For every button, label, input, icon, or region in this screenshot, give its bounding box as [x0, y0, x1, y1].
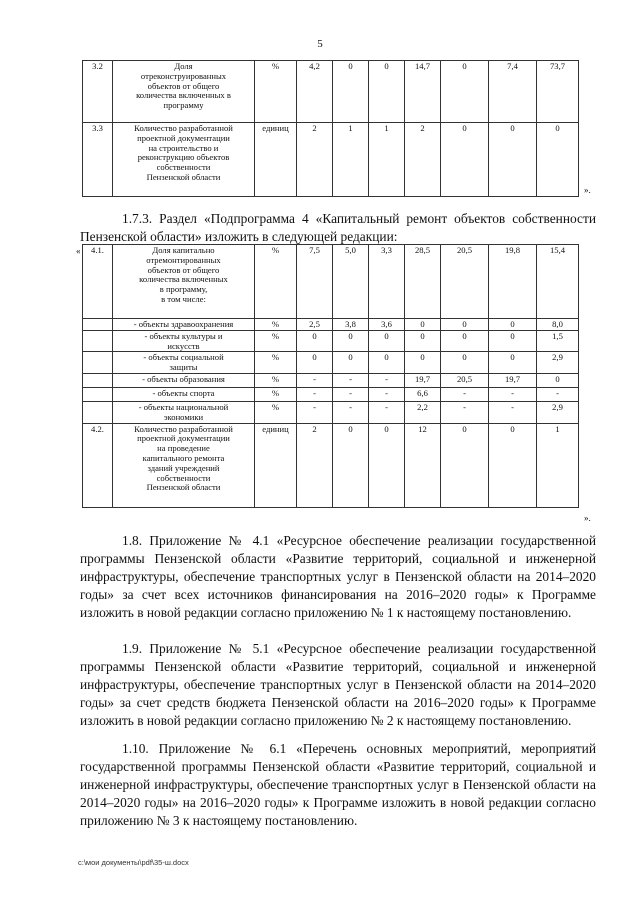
indicators-table-section3	[82, 60, 579, 197]
indicator-name: - объекты социальной защиты	[113, 352, 255, 374]
table-row	[83, 401, 579, 423]
year-value: 0	[489, 319, 537, 331]
indicator-name: - объекты культуры и искусств	[113, 330, 255, 352]
row-number	[83, 330, 113, 352]
unit: %	[255, 352, 297, 374]
year-value: 20,5	[441, 373, 489, 387]
table1-closing-quote: ».	[584, 185, 591, 195]
unit: %	[255, 245, 297, 319]
year-value: -	[297, 373, 333, 387]
year-value: 15,4	[537, 245, 579, 319]
unit: %	[255, 319, 297, 331]
year-value: -	[297, 387, 333, 401]
year-value: 20,5	[441, 245, 489, 319]
year-value: -	[489, 387, 537, 401]
row-number	[83, 352, 113, 374]
file-path-footer: c:\мои документы\pdf\35-ш.docx	[78, 858, 189, 867]
year-value: 0	[489, 352, 537, 374]
year-value: 2,9	[537, 352, 579, 374]
year-value: 3,6	[369, 319, 405, 331]
indicator-name: Доля отреконструированных объектов от общего количества включенных в программу	[113, 61, 255, 123]
row-number	[83, 373, 113, 387]
indicators-table-subprogram4	[82, 244, 579, 508]
year-value: 0	[441, 330, 489, 352]
unit: %	[255, 373, 297, 387]
year-value: 0	[333, 423, 369, 507]
year-value: -	[489, 401, 537, 423]
table-row	[83, 245, 579, 319]
year-value: 12	[405, 423, 441, 507]
table-row	[83, 373, 579, 387]
indicator-name: Доля капитально отремонтированных объектов от общего количества включенных в программу, в том числе:	[113, 245, 255, 319]
paragraph-1-10: 1.10. Приложение № 6.1 «Перечень основных мероприятий, мероприятий государственной программы Пензенской области «Развитие территорий, социальной и инженерной инфраструктуры, обеспечение транспортных услуг в Пензенской области на 2014–2020 годы» на 2016–2020 годы» к Программе изложить в новой редакции согласно приложению № 3 к настоящему постановлению.	[80, 741, 596, 828]
year-value: 0	[369, 61, 405, 123]
year-value: 2,2	[405, 401, 441, 423]
year-value: 0	[537, 373, 579, 387]
table2-opening-quote: «	[76, 246, 81, 256]
year-value: 0	[369, 330, 405, 352]
row-number	[83, 387, 113, 401]
year-value: 0	[369, 423, 405, 507]
year-value: 0	[489, 423, 537, 507]
year-value: 2	[297, 423, 333, 507]
page-number: 5	[317, 38, 323, 50]
year-value: 0	[369, 352, 405, 374]
indicator-name: Количество разработанной проектной документации на проведение капитального ремонта зданий учреждений собственности Пензенской области	[113, 423, 255, 507]
row-number: 3.2	[83, 61, 113, 123]
year-value: -	[297, 401, 333, 423]
year-value: 0	[333, 330, 369, 352]
year-value: 5,0	[333, 245, 369, 319]
year-value: 3,8	[333, 319, 369, 331]
year-value: 0	[441, 319, 489, 331]
unit: %	[255, 387, 297, 401]
year-value: 0	[441, 61, 489, 123]
table-row	[83, 387, 579, 401]
year-value: 0	[489, 330, 537, 352]
year-value: 0	[537, 123, 579, 197]
year-value: 19,7	[489, 373, 537, 387]
year-value: 0	[297, 330, 333, 352]
year-value: 8,0	[537, 319, 579, 331]
unit: единиц	[255, 123, 297, 197]
row-number	[83, 319, 113, 331]
paragraph-1-8: 1.8. Приложение № 4.1 «Ресурсное обеспечение реализации государственной программы Пензенской области «Развитие территорий, социальной и инженерной инфраструктуры, обеспечение транспортных услуг в Пензенской области на 2014–2020 годы» за счет всех источников финансирования на 2016–2020 годы» к Программе изложить в новой редакции согласно приложению № 1 к настоящему постановлению.	[80, 533, 596, 620]
table-row	[83, 352, 579, 374]
indicator-name: - объекты спорта	[113, 387, 255, 401]
year-value: 0	[333, 352, 369, 374]
table-row	[83, 61, 579, 123]
year-value: 2,9	[537, 401, 579, 423]
table-row	[83, 423, 579, 507]
year-value: -	[333, 373, 369, 387]
indicator-name: - объекты здравоохранения	[113, 319, 255, 331]
year-value: 3,3	[369, 245, 405, 319]
year-value: 6,6	[405, 387, 441, 401]
year-value: 19,7	[405, 373, 441, 387]
row-number: 3.3	[83, 123, 113, 197]
year-value: 1,5	[537, 330, 579, 352]
year-value: 14,7	[405, 61, 441, 123]
year-value: 7,5	[297, 245, 333, 319]
unit: %	[255, 401, 297, 423]
year-value: 0	[405, 352, 441, 374]
unit: %	[255, 61, 297, 123]
year-value: 0	[489, 123, 537, 197]
year-value: 0	[297, 352, 333, 374]
unit: единиц	[255, 423, 297, 507]
year-value: 73,7	[537, 61, 579, 123]
unit: %	[255, 330, 297, 352]
row-number: 4.2.	[83, 423, 113, 507]
year-value: 1	[537, 423, 579, 507]
row-number	[83, 401, 113, 423]
year-value: 1	[333, 123, 369, 197]
year-value: 0	[441, 352, 489, 374]
indicator-name: - объекты национальной экономики	[113, 401, 255, 423]
year-value: 0	[333, 61, 369, 123]
year-value: 1	[369, 123, 405, 197]
year-value: -	[369, 401, 405, 423]
year-value: 0	[441, 423, 489, 507]
indicator-name: - объекты образования	[113, 373, 255, 387]
table-row	[83, 123, 579, 197]
year-value: -	[441, 401, 489, 423]
year-value: -	[333, 401, 369, 423]
table2-closing-quote: ».	[584, 513, 591, 523]
section-heading: 1.7.3. Раздел «Подпрограмма 4 «Капитальный ремонт объектов собственности Пензенской области» изложить в следующей редакции:	[80, 211, 596, 244]
year-value: 19,8	[489, 245, 537, 319]
year-value: 2	[297, 123, 333, 197]
year-value: 28,5	[405, 245, 441, 319]
year-value: -	[333, 387, 369, 401]
year-value: -	[369, 387, 405, 401]
year-value: 2	[405, 123, 441, 197]
year-value: 2,5	[297, 319, 333, 331]
indicator-name: Количество разработанной проектной документации на строительство и реконструкцию объектов собственности Пензенской области	[113, 123, 255, 197]
year-value: 0	[441, 123, 489, 197]
table-row	[83, 330, 579, 352]
table-row	[83, 319, 579, 331]
year-value: 4,2	[297, 61, 333, 123]
year-value: 7,4	[489, 61, 537, 123]
row-number: 4.1.	[83, 245, 113, 319]
year-value: -	[369, 373, 405, 387]
year-value: 0	[405, 330, 441, 352]
year-value: -	[441, 387, 489, 401]
year-value: -	[537, 387, 579, 401]
paragraph-1-9: 1.9. Приложение № 5.1 «Ресурсное обеспечение реализации государственной программы Пензенской области «Развитие территорий, социальной и инженерной инфраструктуры, обеспечение транспортных услуг в Пензенской области на 2014–2020 годы» за счет средств бюджета Пензенской области на 2016–2020 годы» к Программе изложить в новой редакции согласно приложению № 2 к настоящему постановлению.	[80, 641, 596, 728]
year-value: 0	[405, 319, 441, 331]
